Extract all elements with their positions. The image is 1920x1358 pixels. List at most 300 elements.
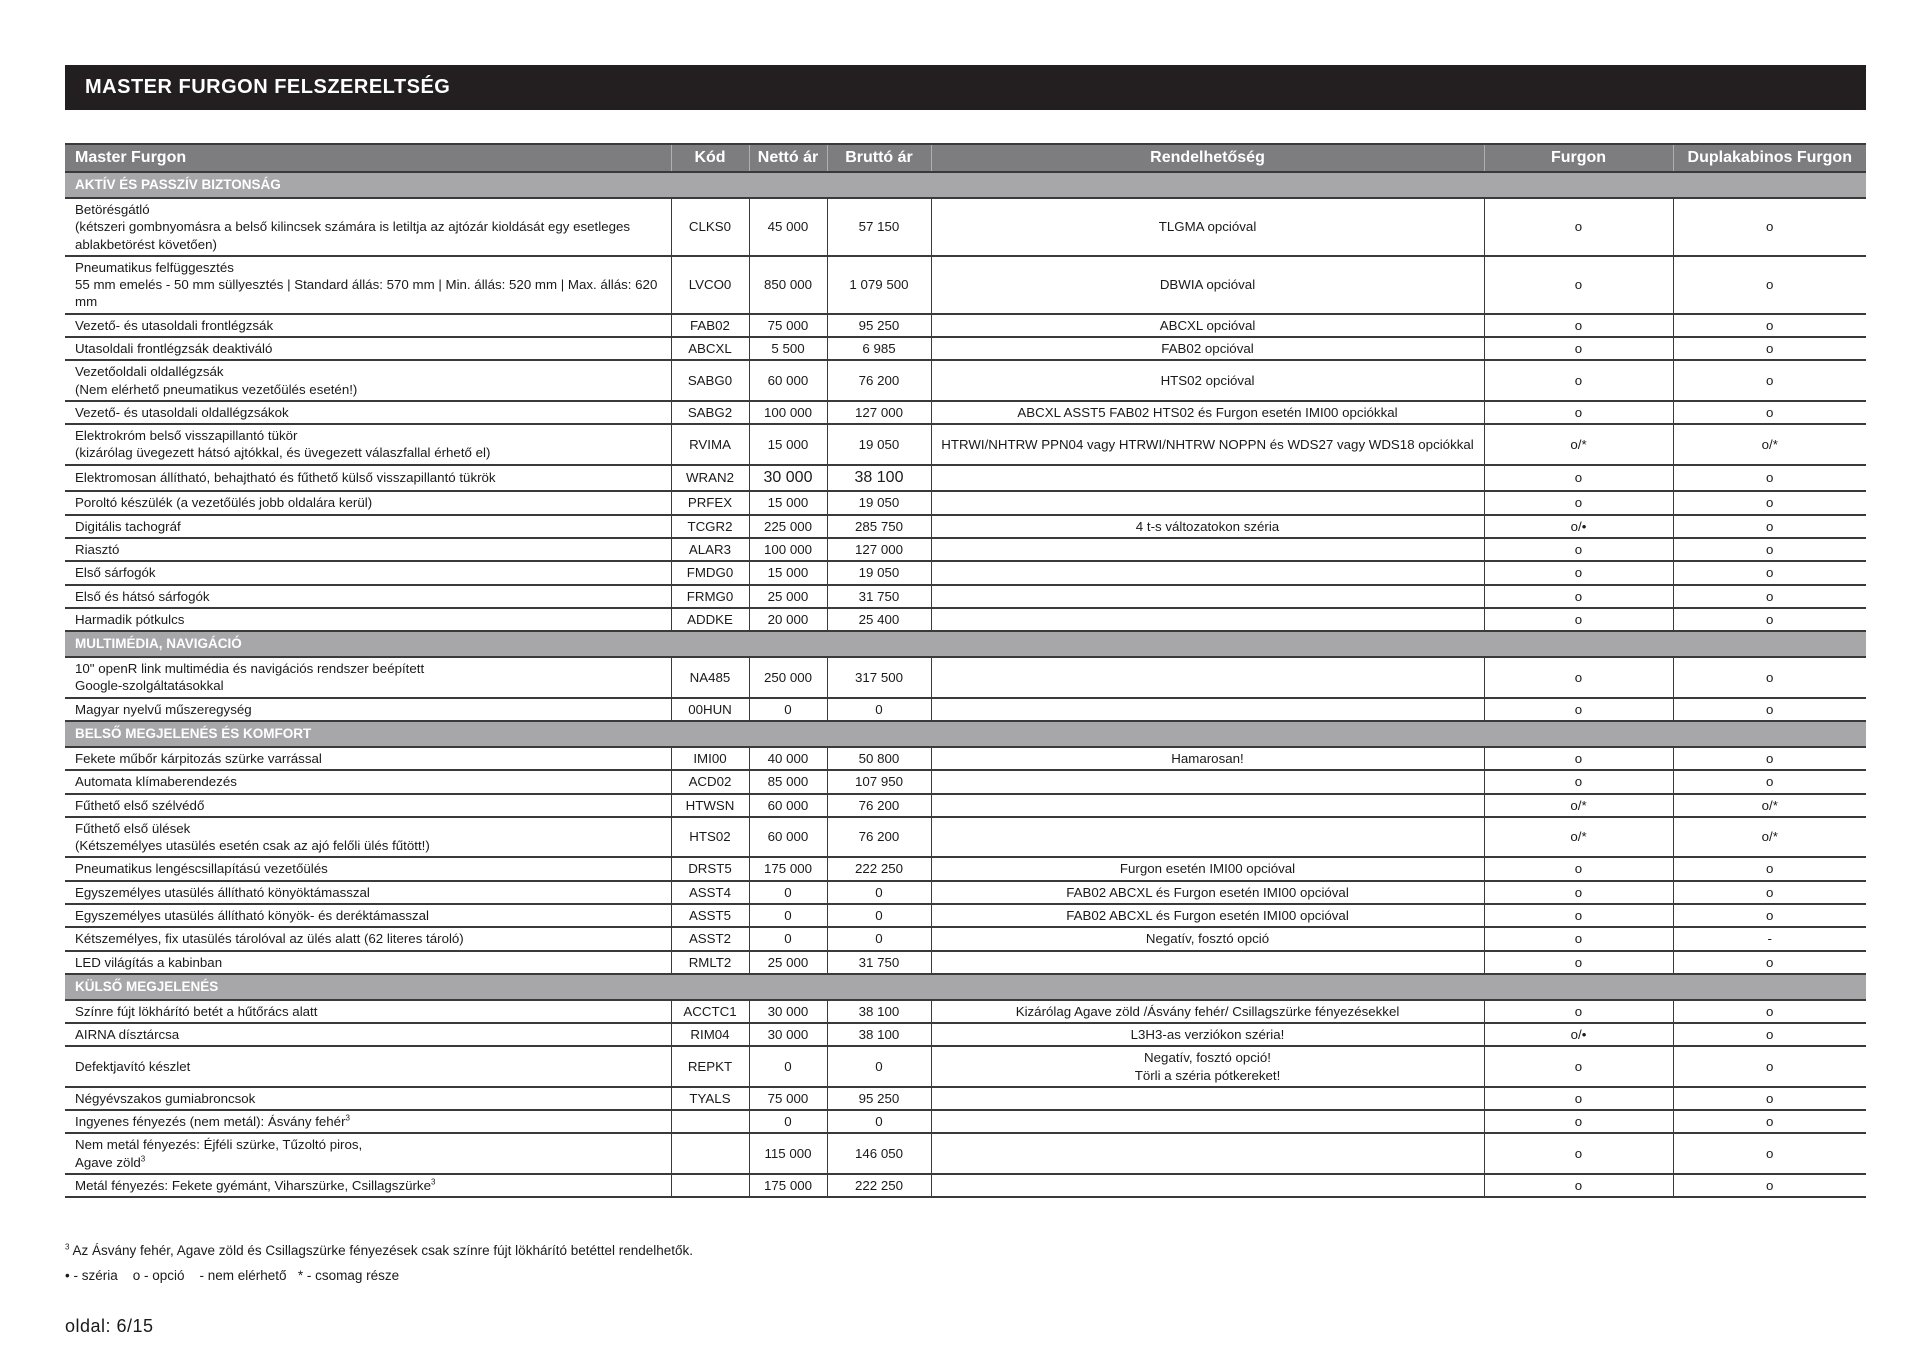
item-gross-price <box>827 817 931 858</box>
item-dupla <box>1673 198 1866 256</box>
item-gross-price <box>827 1023 931 1046</box>
item-name <box>65 538 671 561</box>
item-availability-text: DBWIA opcióval <box>1159 277 1256 293</box>
item-furgon-text: o <box>1574 565 1583 581</box>
item-net-price <box>749 1110 827 1133</box>
item-name <box>65 360 671 401</box>
item-net-price <box>749 585 827 608</box>
item-net-price-text: 75 000 <box>767 317 809 333</box>
item-dupla-text: o <box>1766 542 1774 558</box>
item-dupla-text: o/* <box>1761 829 1778 845</box>
item-gross-price <box>827 256 931 314</box>
item-dupla-text: o <box>1766 750 1774 766</box>
item-code-text: ABCXL <box>688 340 732 356</box>
table-row <box>65 657 1866 698</box>
item-code <box>671 881 749 904</box>
item-net-price <box>749 424 827 465</box>
item-dupla <box>1673 1174 1866 1197</box>
item-gross-price-text: 38 100 <box>854 468 904 486</box>
item-dupla <box>1673 608 1866 631</box>
item-gross-price <box>827 1174 931 1197</box>
item-code <box>671 817 749 858</box>
item-net-price <box>749 747 827 770</box>
equipment-table <box>65 143 1866 1198</box>
item-availability-text: ABCXL opcióval <box>1159 317 1256 333</box>
table-row <box>65 881 1866 904</box>
header-code: Kód <box>671 144 749 172</box>
item-name-text: Riasztó <box>75 542 120 558</box>
item-code <box>671 424 749 465</box>
item-availability <box>931 1133 1484 1174</box>
item-gross-price <box>827 401 931 424</box>
item-furgon <box>1484 491 1673 514</box>
item-net-price-text: 30 000 <box>763 468 813 486</box>
item-gross-price-text: 146 050 <box>854 1146 904 1162</box>
item-gross-price-text: 127 000 <box>854 404 904 420</box>
item-name <box>65 401 671 424</box>
item-net-price <box>749 927 827 950</box>
item-name <box>65 491 671 514</box>
item-dupla <box>1673 857 1866 880</box>
item-code-text: REPKT <box>687 1059 733 1074</box>
item-availability-text: ABCXL ASST5 FAB02 HTS02 és Furgon esetén IMI00 opciókkal <box>1017 404 1398 420</box>
item-gross-price <box>827 1046 931 1087</box>
item-availability <box>931 1110 1484 1133</box>
item-availability-text: FAB02 ABCXL és Furgon esetén IMI00 opcióval <box>1066 884 1349 900</box>
item-availability-text: Kizárólag Agave zöld /Ásvány fehér/ Csillagszürke fényezésekkel <box>1015 1003 1400 1019</box>
table-row <box>65 401 1866 424</box>
item-code-text: WRAN2 <box>685 470 735 486</box>
item-name <box>65 881 671 904</box>
table-row <box>65 1087 1866 1110</box>
item-net-price <box>749 951 827 974</box>
item-dupla <box>1673 1087 1866 1110</box>
item-code-text: TYALS <box>689 1090 731 1106</box>
table-row <box>65 538 1866 561</box>
item-dupla-text: o <box>1766 1146 1774 1162</box>
item-availability <box>931 817 1484 858</box>
table-row <box>65 1174 1866 1197</box>
item-dupla-text: o <box>1766 884 1774 900</box>
item-availability <box>931 608 1484 631</box>
item-code <box>671 927 749 950</box>
item-code <box>671 401 749 424</box>
item-availability <box>931 904 1484 927</box>
item-name-text: 10" openR link multimédia és navigációs rendszer beépített Google-szolgáltatásokkal <box>75 661 425 694</box>
item-gross-price-text: 95 250 <box>858 317 900 333</box>
item-gross-price <box>827 424 931 465</box>
item-dupla <box>1673 881 1866 904</box>
item-name-text: Poroltó készülék (a vezetőülés jobb oldalára kerül) <box>75 495 373 511</box>
item-dupla-text: o <box>1766 669 1774 685</box>
item-code-text: TCGR2 <box>687 518 733 534</box>
section-row <box>65 631 1866 657</box>
item-net-price <box>749 881 827 904</box>
item-code-text: CLKS0 <box>688 219 732 235</box>
item-code <box>671 198 749 256</box>
item-dupla-text: o <box>1766 907 1774 923</box>
item-gross-price-text: 0 <box>875 1059 883 1074</box>
item-name-text: Automata klímaberendezés <box>75 774 237 790</box>
item-dupla <box>1673 698 1866 721</box>
item-furgon <box>1484 1174 1673 1197</box>
item-net-price <box>749 515 827 538</box>
item-dupla-text: o <box>1766 340 1774 356</box>
item-net-price <box>749 538 827 561</box>
table-row <box>65 927 1866 950</box>
item-furgon-text: o <box>1574 774 1583 790</box>
item-code-text: ACCTC1 <box>683 1003 737 1019</box>
item-dupla <box>1673 515 1866 538</box>
item-furgon <box>1484 608 1673 631</box>
item-furgon <box>1484 1110 1673 1133</box>
item-furgon <box>1484 256 1673 314</box>
item-net-price <box>749 256 827 314</box>
item-availability <box>931 256 1484 314</box>
item-name-text: Betörésgátló (kétszeri gombnyomásra a belső kilincsek számára is letiltja az ajtózár kioldását egy esetleges ablakbetörést követően) <box>75 202 631 252</box>
item-gross-price <box>827 337 931 360</box>
item-gross-price-text: 95 250 <box>858 1090 900 1106</box>
item-gross-price <box>827 360 931 401</box>
header-furgon: Furgon <box>1484 144 1673 172</box>
item-name <box>65 1046 671 1087</box>
item-net-price <box>749 698 827 721</box>
section-title: KÜLSŐ MEGJELENÉS <box>65 974 1866 1000</box>
item-dupla-text: o/* <box>1761 797 1778 813</box>
item-gross-price <box>827 1000 931 1023</box>
item-dupla <box>1673 424 1866 465</box>
item-gross-price <box>827 794 931 817</box>
item-gross-price <box>827 491 931 514</box>
item-code-text: RMLT2 <box>688 954 732 970</box>
item-furgon-text: o <box>1574 277 1583 293</box>
item-name <box>65 1000 671 1023</box>
item-name-text: Utasoldali frontlégzsák deaktiváló <box>75 340 273 356</box>
table-row <box>65 465 1866 492</box>
item-furgon-text: o <box>1574 542 1583 558</box>
item-availability <box>931 561 1484 584</box>
item-availability <box>931 465 1484 492</box>
item-gross-price <box>827 770 931 793</box>
item-gross-price <box>827 538 931 561</box>
item-availability-text: FAB02 opcióval <box>1161 340 1254 356</box>
item-furgon <box>1484 465 1673 492</box>
item-dupla <box>1673 657 1866 698</box>
item-net-price <box>749 904 827 927</box>
table-row <box>65 1000 1866 1023</box>
item-gross-price-text: 31 750 <box>858 954 900 970</box>
table-row <box>65 1133 1866 1174</box>
item-code-text: FMDG0 <box>686 565 734 581</box>
item-code-text: NA485 <box>689 669 731 685</box>
item-availability <box>931 698 1484 721</box>
header-gross: Bruttó ár <box>827 144 931 172</box>
item-name <box>65 770 671 793</box>
item-dupla <box>1673 337 1866 360</box>
item-dupla-text: o <box>1766 954 1774 970</box>
item-net-price-text: 15 000 <box>767 565 809 581</box>
item-availability-text: L3H3-as verziókon széria! <box>1130 1027 1285 1043</box>
item-gross-price-text: 19 050 <box>858 495 900 511</box>
item-name-text: Magyar nyelvű műszeregység <box>75 701 252 717</box>
item-code-text: RVIMA <box>689 436 731 452</box>
item-furgon <box>1484 401 1673 424</box>
table-row <box>65 747 1866 770</box>
item-availability <box>931 881 1484 904</box>
item-furgon-text: o <box>1574 340 1583 356</box>
item-name-text: Nem metál fényezés: Éjféli szürke, Tűzoltó piros, Agave zöld <box>75 1137 363 1170</box>
item-gross-price <box>827 951 931 974</box>
item-dupla <box>1673 491 1866 514</box>
section-row <box>65 974 1866 1000</box>
item-gross-price <box>827 1133 931 1174</box>
item-net-price-text: 75 000 <box>767 1090 809 1106</box>
item-code <box>671 561 749 584</box>
item-availability <box>931 314 1484 337</box>
section-title: AKTÍV ÉS PASSZÍV BIZTONSÁG <box>65 172 1866 198</box>
item-furgon-text: o <box>1574 1178 1583 1194</box>
item-availability-text: 4 t-s változatokon széria <box>1135 518 1280 534</box>
item-code-text: DRST5 <box>688 861 732 877</box>
item-dupla-text: o <box>1766 861 1774 877</box>
item-name-text: Négyévszakos gumiabroncsok <box>75 1090 256 1106</box>
item-furgon-text: o <box>1574 669 1583 685</box>
item-furgon <box>1484 515 1673 538</box>
item-availability <box>931 857 1484 880</box>
item-gross-price <box>827 904 931 927</box>
item-dupla-text: o <box>1766 774 1774 790</box>
item-furgon-text: o <box>1574 1059 1583 1074</box>
item-name-text: Digitális tachográf <box>75 518 181 534</box>
item-code-text: ACD02 <box>688 774 732 790</box>
item-gross-price-text: 38 100 <box>858 1027 900 1043</box>
item-net-price-text: 30 000 <box>767 1003 809 1019</box>
item-name <box>65 424 671 465</box>
item-availability <box>931 747 1484 770</box>
table-row <box>65 1110 1866 1133</box>
item-dupla-text: o <box>1766 1178 1774 1194</box>
item-furgon-text: o <box>1574 404 1583 420</box>
item-availability <box>931 951 1484 974</box>
section-title: BELSŐ MEGJELENÉS ÉS KOMFORT <box>65 721 1866 747</box>
item-code <box>671 1133 749 1174</box>
item-name-text: Kétszemélyes, fix utasülés tárolóval az ülés alatt (62 literes tároló) <box>75 931 464 947</box>
item-dupla-text: - <box>1767 931 1772 947</box>
item-net-price-text: 15 000 <box>767 495 809 511</box>
table-row <box>65 198 1866 256</box>
footnote-ref: 3 <box>430 1177 436 1187</box>
item-gross-price <box>827 747 931 770</box>
item-code <box>671 794 749 817</box>
item-gross-price <box>827 515 931 538</box>
item-code-text: RIM04 <box>690 1027 730 1043</box>
item-name <box>65 1110 671 1133</box>
item-code <box>671 585 749 608</box>
item-net-price-text: 100 000 <box>763 404 813 420</box>
item-gross-price <box>827 657 931 698</box>
item-furgon <box>1484 1000 1673 1023</box>
item-furgon-text: o <box>1574 907 1583 923</box>
item-name-text: Pneumatikus felfüggesztés 55 mm emelés - 50 mm süllyesztés | Standard állás: 570 mm | Min. állás: 520 mm | Max. állás: 620 mm <box>75 259 658 310</box>
item-name <box>65 256 671 314</box>
item-dupla-text: o <box>1766 495 1774 511</box>
section-title: MULTIMÉDIA, NAVIGÁCIÓ <box>65 631 1866 657</box>
item-gross-price <box>827 698 931 721</box>
item-dupla-text: o <box>1766 611 1774 627</box>
item-gross-price-text: 0 <box>875 931 883 947</box>
item-furgon <box>1484 747 1673 770</box>
item-availability <box>931 770 1484 793</box>
item-net-price <box>749 857 827 880</box>
item-dupla-text: o <box>1766 1027 1774 1043</box>
item-name <box>65 1174 671 1197</box>
item-name <box>65 904 671 927</box>
item-furgon-text: o/• <box>1570 1027 1587 1043</box>
table-row <box>65 337 1866 360</box>
item-code <box>671 515 749 538</box>
item-net-price <box>749 1087 827 1110</box>
item-net-price-text: 250 000 <box>763 669 813 685</box>
item-code-text: ALAR3 <box>688 542 732 558</box>
item-gross-price <box>827 561 931 584</box>
item-furgon <box>1484 770 1673 793</box>
item-name <box>65 1133 671 1174</box>
table-row <box>65 794 1866 817</box>
item-name-text: Elektrokróm belső visszapillantó tükör (kizárólag üvegezett hátsó ajtókkal, és üvegezett válaszfallal érhető el) <box>75 428 491 461</box>
item-availability <box>931 360 1484 401</box>
item-name <box>65 857 671 880</box>
item-net-price <box>749 657 827 698</box>
table-row <box>65 491 1866 514</box>
item-net-price-text: 115 000 <box>764 1146 812 1162</box>
item-availability <box>931 794 1484 817</box>
item-net-price <box>749 491 827 514</box>
item-gross-price-text: 127 000 <box>854 542 904 558</box>
item-net-price-text: 5 500 <box>771 340 805 356</box>
item-name <box>65 337 671 360</box>
item-gross-price-text: 107 950 <box>854 774 904 790</box>
footnote-ref: 3 <box>140 1154 146 1164</box>
table-row <box>65 314 1866 337</box>
item-furgon <box>1484 1023 1673 1046</box>
item-gross-price <box>827 465 931 492</box>
item-furgon <box>1484 198 1673 256</box>
item-furgon-text: o <box>1574 701 1583 717</box>
item-gross-price-text: 76 200 <box>858 797 900 813</box>
item-gross-price-text: 19 050 <box>858 436 900 452</box>
item-code <box>671 608 749 631</box>
section-row <box>65 721 1866 747</box>
item-gross-price <box>827 1087 931 1110</box>
item-availability <box>931 491 1484 514</box>
item-furgon-text: o/• <box>1570 518 1587 534</box>
item-name <box>65 515 671 538</box>
item-net-price <box>749 794 827 817</box>
item-availability-text: Hamarosan! <box>1171 750 1244 766</box>
item-furgon-text: o <box>1574 219 1583 235</box>
item-code <box>671 747 749 770</box>
item-availability <box>931 1000 1484 1023</box>
item-code <box>671 1046 749 1087</box>
item-name-text: Színre fújt lökhárító betét a hűtőrács alatt <box>75 1003 318 1019</box>
item-code-text: IMI00 <box>693 750 727 766</box>
item-dupla-text: o <box>1766 1090 1774 1106</box>
item-net-price <box>749 360 827 401</box>
item-name-text: Fűthető első ülések (Kétszemélyes utasülés esetén csak az ajó felőli ülés fűtött!) <box>75 820 430 854</box>
item-furgon-text: o <box>1574 1114 1583 1130</box>
item-dupla <box>1673 770 1866 793</box>
item-name <box>65 794 671 817</box>
item-code <box>671 1023 749 1046</box>
item-net-price <box>749 608 827 631</box>
item-dupla <box>1673 1046 1866 1087</box>
item-gross-price <box>827 314 931 337</box>
item-gross-price-text: 25 400 <box>858 611 900 627</box>
item-net-price-text: 225 000 <box>763 518 813 534</box>
item-gross-price-text: 76 200 <box>858 829 900 845</box>
item-name-text: Elektromosan állítható, behajtható és fűthető külső visszapillantó tükrök <box>75 470 496 486</box>
item-code-text: PRFEX <box>687 495 733 511</box>
item-dupla <box>1673 1133 1866 1174</box>
item-code-text: HTWSN <box>685 797 735 813</box>
item-code <box>671 465 749 492</box>
item-name <box>65 657 671 698</box>
item-code-text: LVCO0 <box>688 277 732 293</box>
item-furgon-text: o <box>1574 954 1583 970</box>
item-dupla-text: o <box>1766 1003 1774 1019</box>
item-net-price-text: 40 000 <box>767 750 809 766</box>
item-dupla <box>1673 538 1866 561</box>
footnote-sup: 3 <box>65 1242 70 1252</box>
item-net-price-text: 0 <box>784 884 792 900</box>
item-name-text: AIRNA dísztárcsa <box>75 1027 180 1043</box>
item-furgon <box>1484 881 1673 904</box>
item-code <box>671 770 749 793</box>
item-availability <box>931 515 1484 538</box>
item-name <box>65 608 671 631</box>
item-dupla <box>1673 904 1866 927</box>
item-name <box>65 585 671 608</box>
item-gross-price-text: 222 250 <box>854 861 904 877</box>
item-furgon-text: o <box>1574 1090 1583 1106</box>
item-furgon-text: o/* <box>1570 829 1587 845</box>
table-row <box>65 1023 1866 1046</box>
item-code <box>671 698 749 721</box>
item-dupla-text: o <box>1766 1114 1774 1130</box>
table-row <box>65 698 1866 721</box>
item-net-price <box>749 561 827 584</box>
item-net-price-text: 25 000 <box>767 588 809 604</box>
item-name-text: Fekete műbőr kárpitozás szürke varrással <box>75 750 322 766</box>
item-net-price-text: 60 000 <box>767 372 809 388</box>
item-code-text: 00HUN <box>688 701 732 717</box>
table-row <box>65 424 1866 465</box>
item-dupla <box>1673 585 1866 608</box>
item-dupla <box>1673 951 1866 974</box>
item-gross-price-text: 222 250 <box>854 1178 904 1194</box>
item-dupla <box>1673 1110 1866 1133</box>
item-furgon <box>1484 657 1673 698</box>
item-availability <box>931 1087 1484 1110</box>
item-dupla <box>1673 256 1866 314</box>
item-furgon <box>1484 817 1673 858</box>
item-net-price-text: 60 000 <box>767 797 809 813</box>
item-furgon-text: o <box>1574 931 1583 947</box>
item-name <box>65 951 671 974</box>
item-availability <box>931 337 1484 360</box>
item-dupla <box>1673 465 1866 492</box>
table-row <box>65 770 1866 793</box>
